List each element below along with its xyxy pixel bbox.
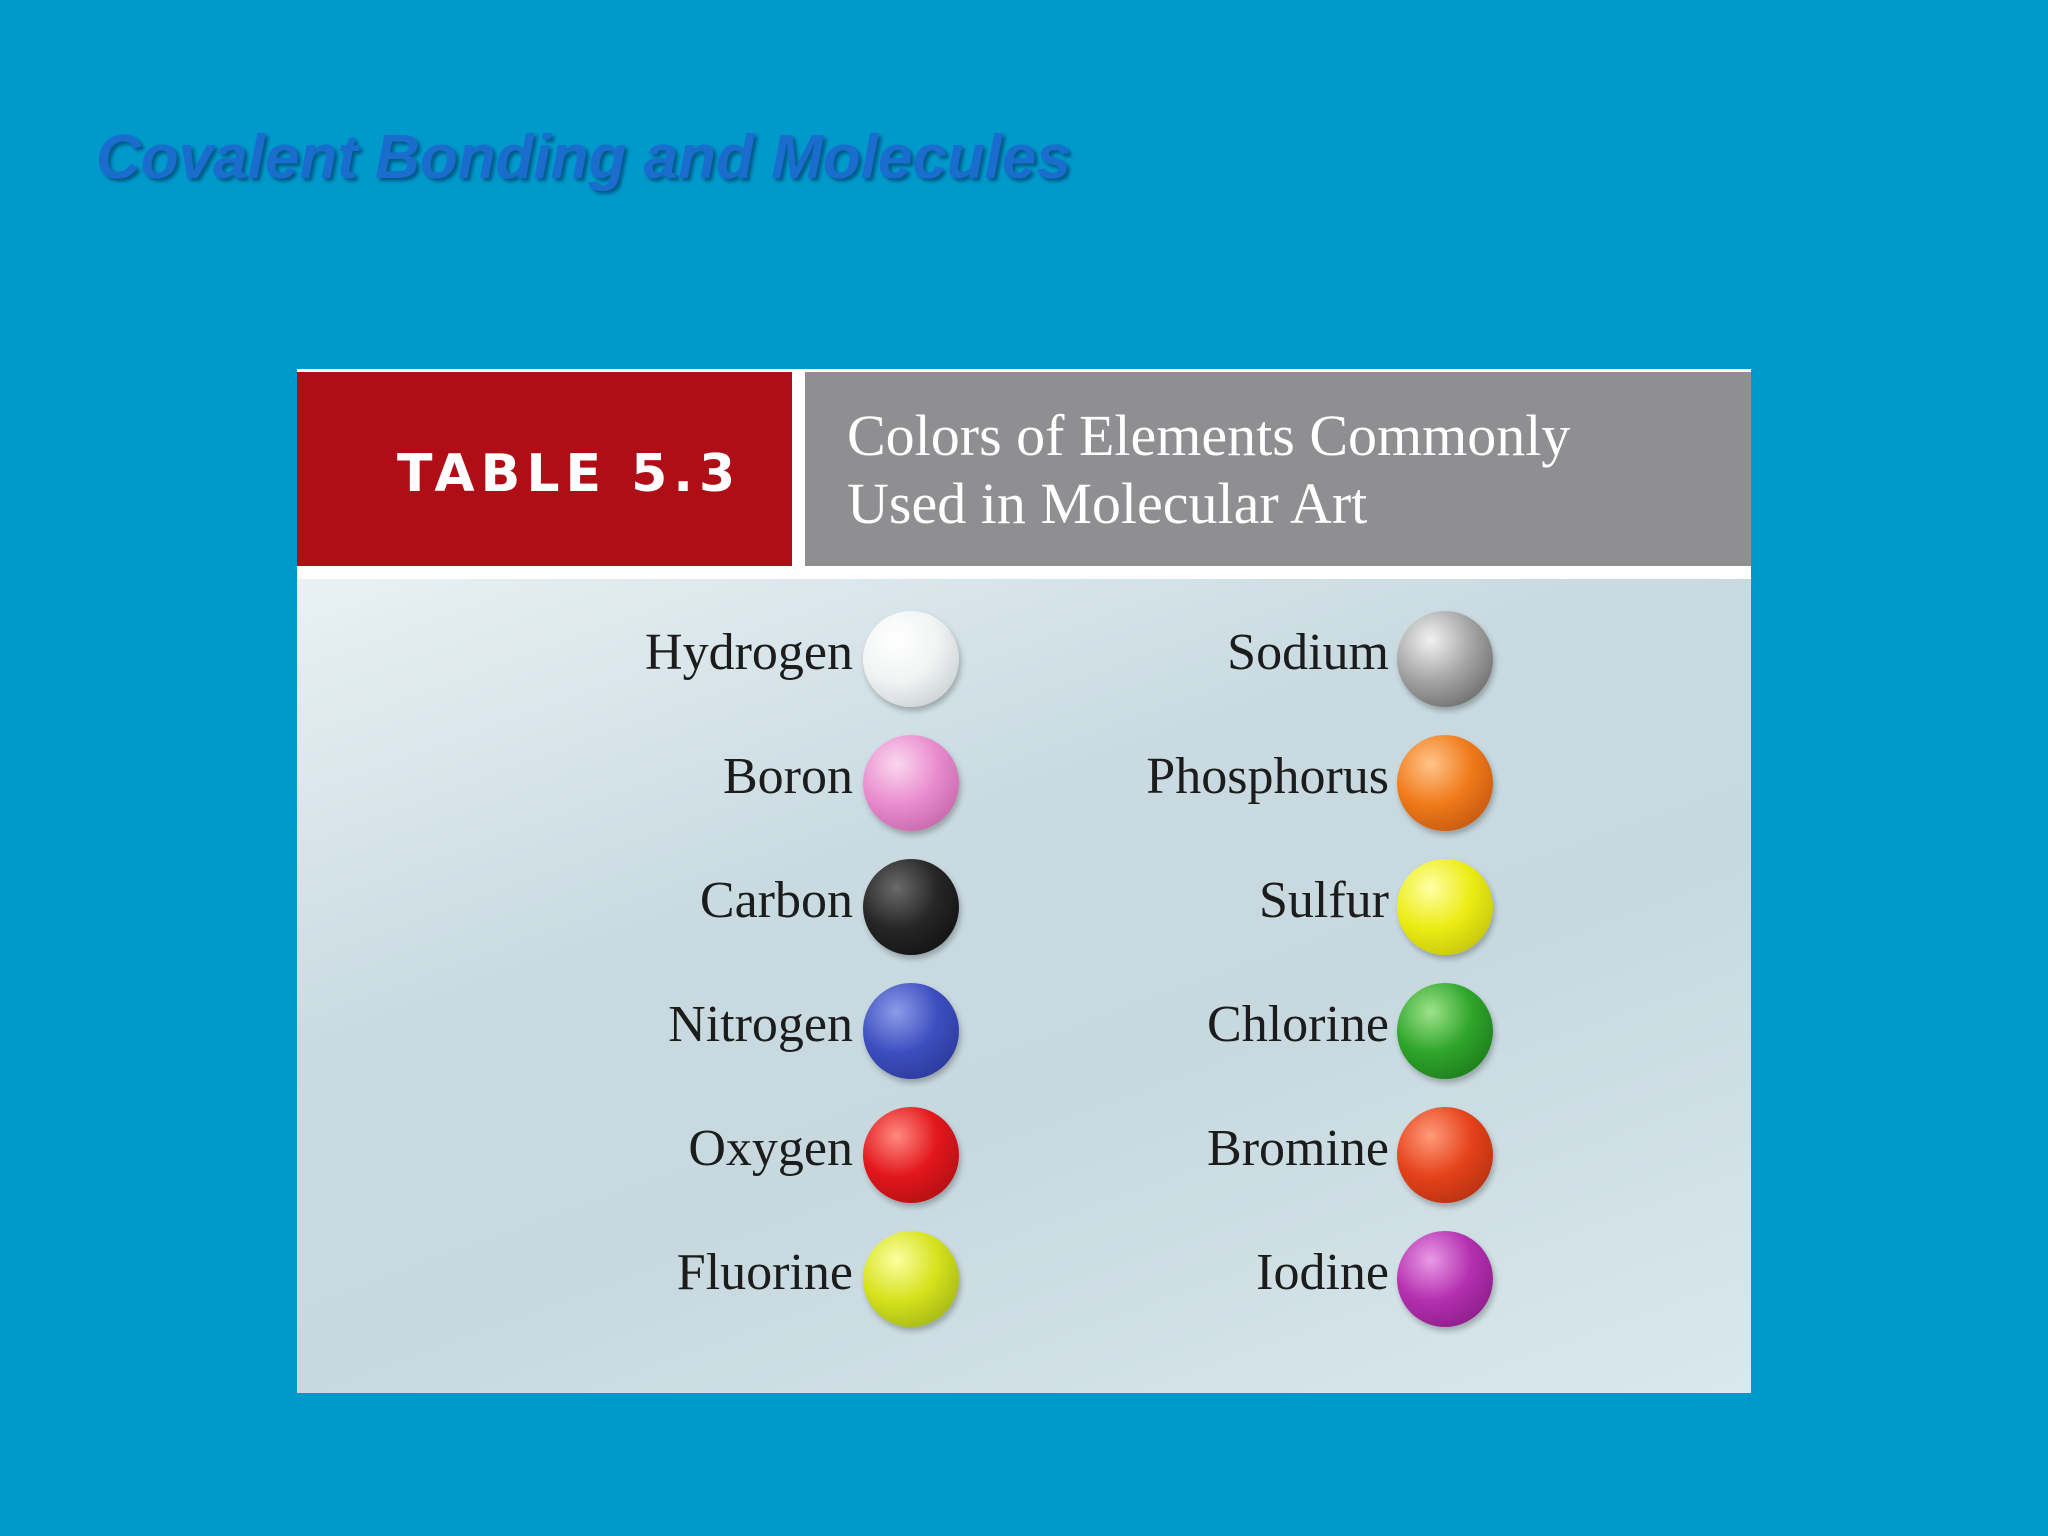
element-color-table [297, 369, 1751, 1393]
table-caption-line-2: Used in Molecular Art [847, 471, 1368, 536]
table-number: TABLE 5.3 [397, 444, 742, 504]
element-row-sodium [297, 609, 1751, 709]
element-name: Phosphorus [1146, 748, 1389, 805]
element-name: Chlorine [1207, 996, 1389, 1053]
bromine-sphere-icon [1397, 1107, 1493, 1203]
slide-title: Covalent Bonding and Molecules [96, 123, 1071, 192]
phosphorus-sphere-icon [1397, 735, 1493, 831]
element-name: Sodium [1227, 624, 1389, 681]
table-header [297, 372, 1751, 566]
element-name: Iodine [1256, 1244, 1389, 1301]
element-name: Carbon [699, 872, 853, 929]
chlorine-sphere-icon [1397, 983, 1493, 1079]
table-caption-line-1: Colors of Elements Commonly [847, 403, 1571, 468]
element-name: Nitrogen [668, 996, 853, 1053]
element-name-wrap [297, 733, 1389, 833]
element-name-wrap [297, 1105, 1389, 1205]
element-name-wrap [297, 1229, 1389, 1329]
element-row-chlorine [297, 981, 1751, 1081]
table-label-box [297, 372, 792, 566]
element-name-wrap [297, 981, 1389, 1081]
element-name: Hydrogen [645, 624, 853, 681]
table-body [297, 579, 1751, 1393]
element-row-bromine [297, 1105, 1751, 1205]
element-row-iodine [297, 1229, 1751, 1329]
element-row-phosphorus [297, 733, 1751, 833]
element-name: Oxygen [688, 1120, 853, 1177]
element-name: Boron [723, 748, 853, 805]
element-row-sulfur [297, 857, 1751, 957]
element-name-wrap [297, 609, 1389, 709]
sulfur-sphere-icon [1397, 859, 1493, 955]
element-name: Bromine [1207, 1120, 1389, 1177]
iodine-sphere-icon [1397, 1231, 1493, 1327]
element-name-wrap [297, 857, 1389, 957]
element-name: Sulfur [1259, 872, 1389, 929]
element-name: Fluorine [676, 1244, 853, 1301]
table-caption [847, 402, 1727, 538]
sodium-sphere-icon [1397, 611, 1493, 707]
table-caption-box [805, 372, 1751, 566]
